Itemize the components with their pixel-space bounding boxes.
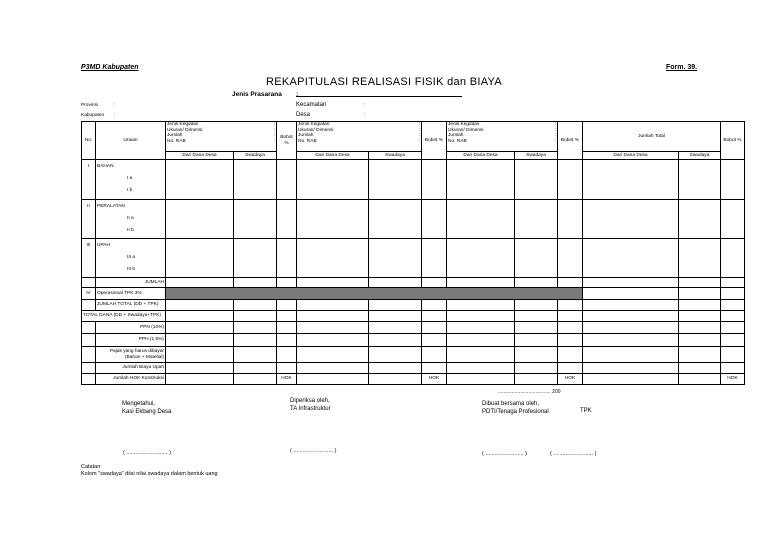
row-uraian: PERALATAN II a II b	[96, 200, 166, 239]
table-row-pph	[82, 334, 745, 347]
table-row-upah	[82, 363, 745, 374]
date-line: ...................................... 200	[498, 389, 561, 395]
kegiatan-block-2: Jenis Kegiatan : Ukuran/ Dimensi : Jumlah : No. RAB :	[297, 122, 422, 152]
row-label: TOTAL DANA (DD + Swadaya+TPK)	[82, 311, 166, 322]
row-no: III	[82, 239, 96, 278]
desa-label: Desa	[296, 112, 311, 118]
row-label: JUMLAH TOTAL (DD + TPK)	[96, 300, 166, 311]
table-header-row	[82, 122, 745, 152]
jenis-prasarana-label: Jenis Prasarana	[232, 91, 282, 98]
row-label: Jumlah Biaya Upah	[96, 363, 166, 374]
form-number: Form. 39.	[666, 64, 698, 71]
shaded-block	[166, 288, 583, 300]
hok-cell-1: HOK	[277, 374, 297, 385]
hok-cell-4: HOK	[721, 374, 745, 385]
sub-swadaya-1: Swadaya	[234, 152, 277, 160]
table-row	[82, 239, 745, 278]
sub-swadaya-4: Swadaya	[679, 152, 721, 160]
jenis-prasarana-field[interactable]	[296, 96, 462, 97]
sub-dana-desa-3: Dari Dana Desa	[447, 152, 515, 160]
col-bobot-1: Bobot %	[277, 122, 297, 160]
col-bobot-2: Bobot %	[422, 122, 447, 160]
table-row	[82, 200, 745, 239]
mengetahui-block: Mengetahui, Kasi Ekbang Desa	[122, 401, 172, 415]
table-row	[82, 160, 745, 200]
sub-swadaya-3: Swadaya	[515, 152, 558, 160]
row-label: PPH (1.5%)	[96, 334, 166, 347]
rekap-table	[81, 121, 745, 385]
signature-blank-1[interactable]: ( ........................... )	[123, 450, 171, 456]
col-uraian: Uraian	[96, 122, 166, 160]
diperiksa-block: Diperiksa oleh, TA Infrastruktur	[290, 398, 331, 412]
col-no: No.	[82, 122, 96, 160]
office-label: P3MD Kabupaten	[81, 64, 139, 71]
table-row-pajak	[82, 347, 745, 363]
row-label: Pajak yang harus dibayar (Bahan + Matelial)	[96, 347, 166, 363]
row-uraian: UPAH III a III b	[96, 239, 166, 278]
table-subheader-row	[82, 152, 745, 160]
col-bobot-3: Bobot %	[558, 122, 583, 160]
row-no: I	[82, 160, 96, 200]
page-title: REKAPITULASI REALISASI FISIK dan BIAYA	[266, 76, 502, 88]
provinsi-label: Provinsi	[81, 103, 99, 108]
dibuat-block: Dibuat bersama oleh, PDTI/Tenaga Profesional	[482, 401, 549, 415]
kecamatan-label: Kecamatan	[296, 102, 327, 108]
row-label: Jumlah HOK Konstruksi	[96, 374, 166, 385]
col-bobot-4: Bobot %	[721, 122, 745, 160]
table-row-total-dana	[82, 311, 745, 322]
hok-cell-3: HOK	[558, 374, 583, 385]
row-label: PPN (10%)	[96, 322, 166, 334]
signature-blank-3[interactable]: ( ......................... )	[482, 451, 527, 457]
row-uraian: BAHAN I a I b	[96, 160, 166, 200]
row-label: JUMLAH	[96, 278, 166, 288]
kegiatan-block-3: Jenis Kegiatan : Ukuran/ Dimensi : Jumlah : No. RAB :	[447, 122, 558, 152]
hok-cell-2: HOK	[422, 374, 447, 385]
sub-dana-desa-2: Dari Dana Desa	[297, 152, 369, 160]
provinsi-colon: :	[114, 103, 116, 108]
table-row-jumlah-total	[82, 300, 745, 311]
kegiatan-block-1: Jenis Kegiatan : Ukuran/ Dimensi : Jumlah : No. RAB :	[166, 122, 277, 152]
signature-blank-4[interactable]: ( .......................... )	[550, 451, 597, 457]
sub-swadaya-2: Swadaya	[369, 152, 422, 160]
sub-dana-desa-1: Dari Dana Desa	[166, 152, 234, 160]
table-row-hok	[82, 374, 745, 385]
table-row-operasional	[82, 288, 745, 300]
table-row-ppn	[82, 322, 745, 334]
table-row-jumlah	[82, 278, 745, 288]
kecamatan-colon: :	[364, 103, 366, 108]
kabupaten-colon: :	[114, 113, 116, 118]
kabupaten-label: Kabupaten	[81, 113, 105, 118]
catatan-label: Catatan:	[81, 464, 102, 470]
row-no: II	[82, 200, 96, 239]
jenis-colon: :	[296, 91, 299, 98]
signature-blank-2[interactable]: ( .......................... )	[290, 448, 337, 454]
sub-dana-desa-4: Dari Dana Desa	[583, 152, 679, 160]
col-jumlah-total: Jumlah Total	[583, 122, 721, 152]
tpk-label: TPK	[580, 408, 592, 414]
row-no: IV	[82, 288, 96, 300]
desa-colon: :	[364, 113, 366, 118]
row-label: Operasional TPK 3%	[96, 288, 166, 300]
catatan-text: Kolom "swadaya" diisi nilai swadaya dalam bentuk uang	[81, 471, 218, 477]
